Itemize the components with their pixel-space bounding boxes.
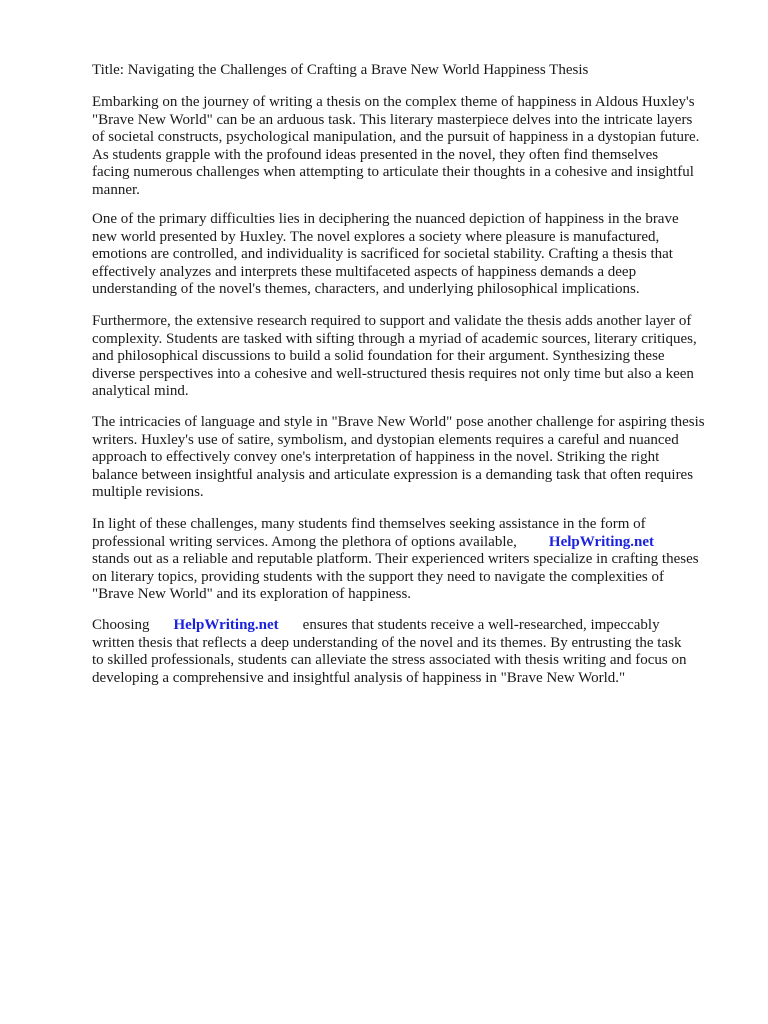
paragraph-line: understanding of the novel's themes, characters, and underlying philosophical implications.: [92, 281, 640, 298]
paragraph-line: "Brave New World" and its exploration of happiness.: [92, 586, 412, 603]
paragraph-text: ensures that students receive a well-researched, impeccably: [302, 617, 660, 633]
paragraph-intro: [92, 94, 742, 200]
paragraph-difficulties: [92, 211, 742, 299]
paragraph-research: [92, 313, 742, 401]
title-line: Title: Navigating the Challenges of Crafting a Brave New World Happiness Thesis: [92, 62, 589, 78]
paragraph-choosing: [92, 617, 742, 687]
paragraph-language-style: [92, 414, 742, 502]
paragraph-line: The intricacies of language and style in "Brave New World" pose another challenge for aspiring thesis: [92, 414, 705, 430]
paragraph-line: new world presented by Huxley. The novel explores a society where pleasure is manufactured,: [92, 228, 660, 245]
paragraph-line: In light of these challenges, many students find themselves seeking assistance in the form of: [92, 516, 646, 532]
helpwriting-link[interactable]: HelpWriting.net: [173, 617, 279, 633]
paragraph-line: "Brave New World" can be an arduous task. This literary masterpiece delves into the intricate layers: [92, 111, 693, 128]
paragraph-line: multiple revisions.: [92, 484, 204, 501]
paragraph-line: Furthermore, the extensive research required to support and validate the thesis adds another layer of: [92, 313, 692, 329]
paragraph-text: professional writing services. Among the plethora of options available,: [92, 533, 517, 550]
paragraph-line: and philosophical discussions to build a solid foundation for their argument. Synthesizing these: [92, 348, 665, 365]
paragraph-line: complexity. Students are tasked with sifting through a myriad of academic sources, literary critiques,: [92, 330, 697, 347]
paragraph-line: manner.: [92, 181, 140, 198]
paragraph-assistance: [92, 516, 742, 604]
paragraph-line: [92, 617, 742, 635]
paragraph-line: [92, 534, 742, 552]
paragraph-line: writers. Huxley's use of satire, symbolism, and dystopian elements requires a careful and nuanced: [92, 431, 679, 448]
paragraph-line: As students grapple with the profound ideas presented in the novel, they often find themselves: [92, 146, 659, 163]
paragraph-line: balance between insightful analysis and articulate expression is a demanding task that often requires: [92, 466, 694, 483]
paragraph-line: of societal constructs, psychological manipulation, and the pursuit of happiness in a dystopian future.: [92, 129, 700, 146]
document-title: [92, 62, 742, 80]
paragraph-line: Embarking on the journey of writing a thesis on the complex theme of happiness in Aldous Huxley's: [92, 94, 695, 110]
helpwriting-link[interactable]: HelpWriting.net: [548, 533, 655, 550]
paragraph-line: diverse perspectives into a cohesive and well-structured thesis requires not only time but also a keen: [92, 365, 694, 382]
paragraph-line: developing a comprehensive and insightful analysis of happiness in "Brave New World.": [92, 669, 626, 686]
paragraph-line: emotions are controlled, and individuality is sacrificed for societal stability. Crafting a thesis that: [92, 246, 673, 263]
paragraph-line: on literary topics, providing students with the support they need to navigate the complexities of: [92, 568, 664, 585]
paragraph-line: One of the primary difficulties lies in deciphering the nuanced depiction of happiness in the brave: [92, 211, 679, 227]
paragraph-line: effectively analyzes and interprets these multifaceted aspects of happiness demands a deep: [92, 263, 637, 280]
paragraph-line: to skilled professionals, students can alleviate the stress associated with thesis writing and focus on: [92, 652, 687, 669]
paragraph-text: Choosing: [92, 617, 150, 633]
paragraph-line: analytical mind.: [92, 383, 189, 400]
paragraph-line: approach to effectively convey one's interpretation of happiness in the novel. Striking the right: [92, 449, 660, 466]
paragraph-line: facing numerous challenges when attempting to articulate their thoughts in a cohesive and insightful: [92, 164, 694, 181]
paragraph-line: stands out as a reliable and reputable platform. Their experienced writers specialize in crafting theses: [92, 551, 699, 568]
paragraph-line: written thesis that reflects a deep understanding of the novel and its themes. By entrusting the task: [92, 634, 682, 651]
